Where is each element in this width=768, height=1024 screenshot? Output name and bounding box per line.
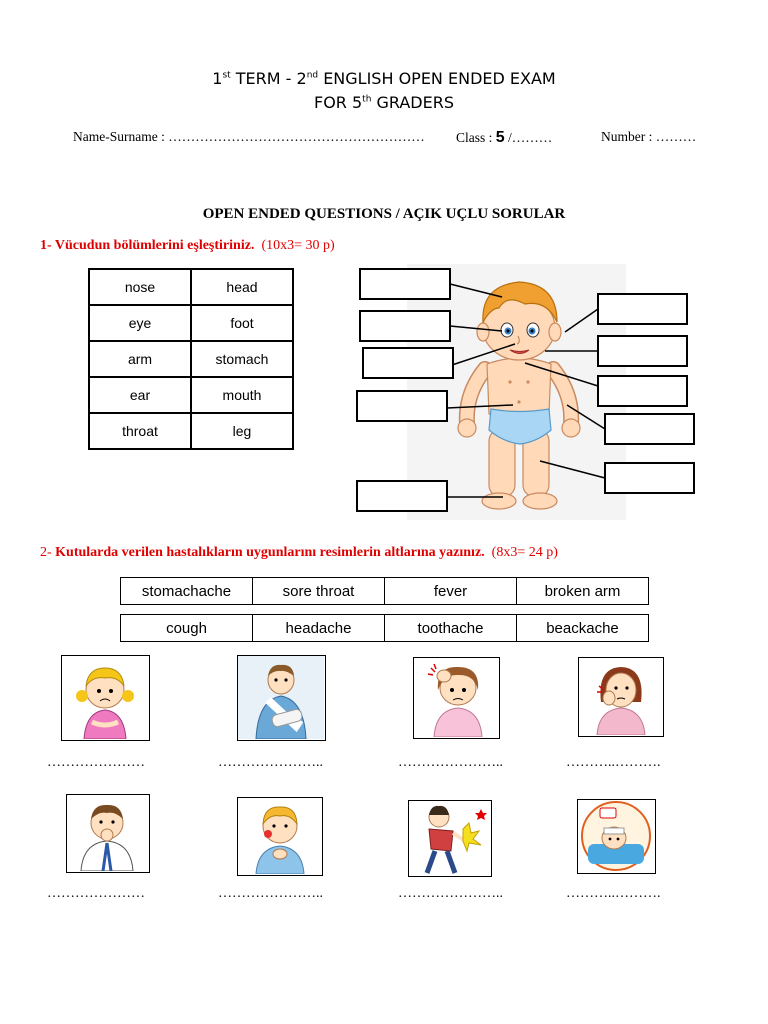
body-label-box-8[interactable]: [597, 375, 688, 407]
illness-word: fever: [385, 578, 517, 605]
answer-line[interactable]: …………………..: [218, 886, 323, 901]
illness-word-table-row1: [120, 577, 649, 605]
stomachache-girl-picture: [61, 655, 150, 741]
body-label-box-5[interactable]: [356, 480, 448, 512]
table-row: [89, 341, 293, 377]
table-row: [89, 377, 293, 413]
cough-man-picture: [66, 794, 150, 873]
word-cell: foot: [191, 305, 293, 341]
body-label-box-9[interactable]: [604, 413, 695, 445]
exam-title-line2: FOR 5th GRADERS: [313, 93, 455, 112]
name-surname-field: Name-Surname : …………………………………………………: [73, 129, 425, 144]
illness-word: toothache: [385, 615, 517, 642]
illness-word: cough: [121, 615, 253, 642]
word-cell: throat: [89, 413, 191, 449]
body-parts-word-table: [88, 268, 294, 450]
word-cell: mouth: [191, 377, 293, 413]
answer-line[interactable]: ………..……….: [566, 755, 661, 770]
broken-arm-picture: [237, 655, 326, 741]
body-label-box-6[interactable]: [597, 293, 688, 325]
fever-child-picture: [577, 799, 656, 874]
body-label-box-2[interactable]: [359, 310, 451, 342]
word-cell: eye: [89, 305, 191, 341]
word-cell: stomach: [191, 341, 293, 377]
answer-line[interactable]: …………………..: [218, 755, 323, 770]
table-row: [89, 269, 293, 305]
backache-man-picture: [408, 800, 492, 877]
number-field: Number : ………: [601, 129, 697, 144]
question-1: 1- Vücudun bölümlerini eşleştiriniz. (10x3= 30 p): [40, 238, 335, 253]
table-row: [89, 305, 293, 341]
answer-line[interactable]: …………………: [47, 755, 145, 770]
illness-word: beackache: [517, 615, 649, 642]
answer-line[interactable]: ………..……….: [566, 886, 661, 901]
word-cell: nose: [89, 269, 191, 305]
headache-girl-picture: [413, 657, 500, 739]
word-cell: arm: [89, 341, 191, 377]
table-row: [121, 578, 649, 605]
body-label-box-10[interactable]: [604, 462, 695, 494]
sore-throat-boy-picture: [237, 797, 323, 876]
toothache-woman-picture: [578, 657, 664, 737]
illness-word: broken arm: [517, 578, 649, 605]
word-cell: head: [191, 269, 293, 305]
section-heading: OPEN ENDED QUESTIONS / AÇIK UÇLU SORULAR: [202, 206, 566, 222]
word-cell: ear: [89, 377, 191, 413]
table-row: [121, 615, 649, 642]
illness-word: sore throat: [253, 578, 385, 605]
illness-word: stomachache: [121, 578, 253, 605]
illness-word-table-row2: [120, 614, 649, 642]
illness-word: headache: [253, 615, 385, 642]
answer-line[interactable]: …………………..: [398, 755, 503, 770]
body-label-box-1[interactable]: [359, 268, 451, 300]
class-field: Class : 5 /………: [456, 129, 553, 146]
answer-line[interactable]: …………………..: [398, 886, 503, 901]
word-cell: leg: [191, 413, 293, 449]
question-2: 2- Kutularda verilen hastalıkların uygunlarını resimlerin altlarına yazınız. (8x3= 24 p): [40, 545, 558, 560]
body-label-box-7[interactable]: [597, 335, 688, 367]
body-label-box-4[interactable]: [356, 390, 448, 422]
exam-title-line1: 1st TERM - 2nd ENGLISH OPEN ENDED EXAM: [212, 69, 556, 88]
answer-line[interactable]: …………………: [47, 886, 145, 901]
table-row: [89, 413, 293, 449]
body-label-box-3[interactable]: [362, 347, 454, 379]
